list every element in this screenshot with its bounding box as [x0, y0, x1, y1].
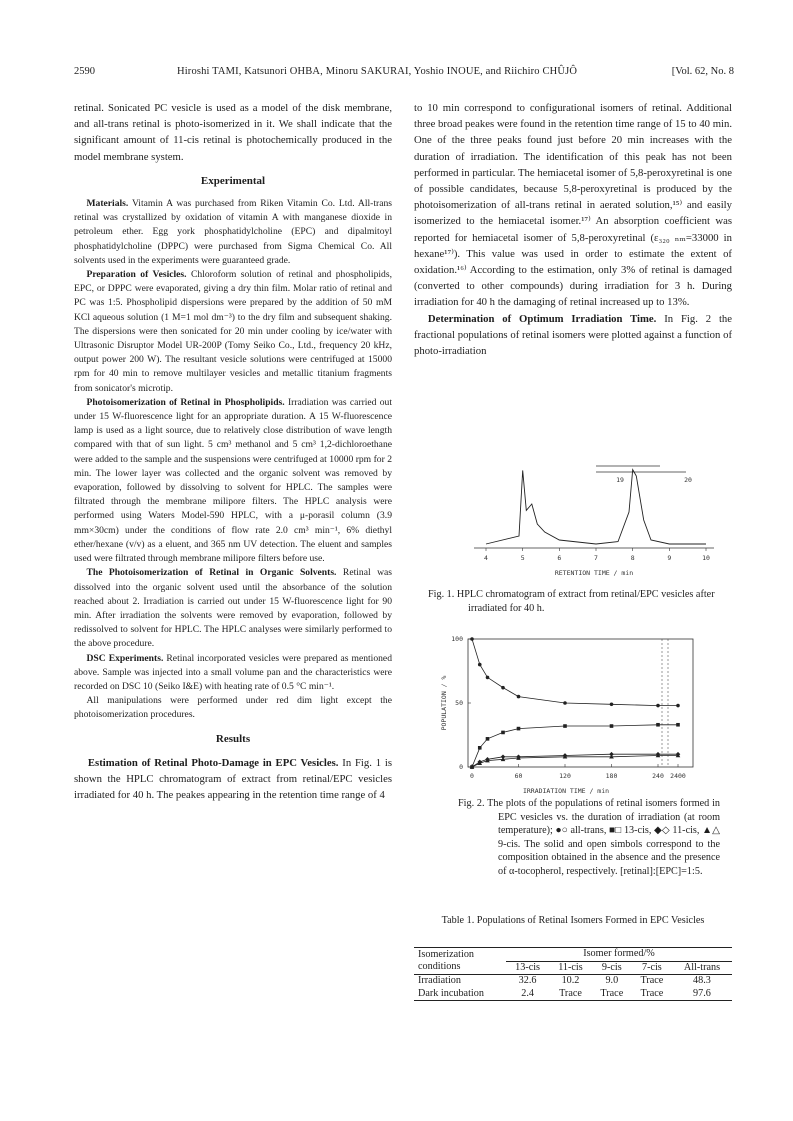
- right-column: [414, 100, 732, 440]
- lower-tick-label: 6: [557, 554, 562, 562]
- x-tick-label: 60: [514, 772, 523, 780]
- table-header-row: [414, 948, 732, 962]
- photo-damage-heading: Estimation of Retinal Photo-Damage in EPC Vesicles.: [87, 756, 339, 769]
- table-cell: Trace: [640, 975, 664, 986]
- series-line-all-trans: [472, 639, 678, 706]
- author-line: Hiroshi TAMI, Katsunori OHBA, Minoru SAKURAI, Yoshio INOUE, and Riichiro CHÛJÔ: [177, 66, 578, 77]
- photoisomerization-paragraph: [74, 396, 392, 566]
- chromatogram-trace: [486, 470, 706, 544]
- data-point-all-trans: [478, 663, 482, 667]
- fig2-x-axis-label: IRRADIATION TIME / min: [522, 787, 610, 795]
- photo-damage-text: In Fig. 1 is shown the HPLC chromatogram of extract from retinal/EPC vesicles irradiated for 40 h. The peakes appearing in the retention time range of 4: [74, 756, 392, 802]
- optimum-time-heading: Determination of Optimum Irradiation Time.: [427, 312, 657, 325]
- lower-tick-label: 10: [702, 554, 710, 562]
- y-tick-label: 0: [459, 763, 463, 771]
- table-cell: 97.6: [693, 987, 711, 999]
- manipulations-paragraph: All manipulations were performed under red dim light except the photoisomerization procedures.: [74, 695, 392, 721]
- materials-paragraph: [74, 197, 392, 268]
- table-cell: Trace: [559, 987, 582, 999]
- table-row-header: Isomerization conditions: [418, 948, 475, 972]
- data-point-all-trans: [517, 695, 521, 699]
- intro-paragraph: retinal. Sonicated PC vesicle is used as a model of the disk membrane, and all-trans retinal is photo-isomerized in it. We shall indicate that the significant amount of 11-cis retinal is photochemically produced in the model membrane system.: [74, 102, 392, 163]
- organic-solvents-heading: The Photoisomerization of Retinal in Organic Solvents.: [86, 567, 337, 579]
- x-ticks: [470, 764, 686, 780]
- y-tick-label: 100: [451, 635, 463, 643]
- table-cell: 48.3: [693, 975, 711, 986]
- figure-2-population-plot: [438, 633, 700, 797]
- data-point-13-cis: [656, 723, 660, 727]
- continuation-paragraph: to 10 min correspond to configurational isomers of retinal. Additional three broad peakes were found in the retention time range of 15 to 40 min. One of the three peaks found just before 20 min increases with the duration of irradiation. The identification of this peak has not been performed in particular. The hemiacetal isomer of 5,8-peroxyretinal is one of possible candidates, because 5,8-peroxyretinal is produced by the photoisomerization of all-trans retinal in aerated solution,¹⁵⁾ and easily isomerized to the hemiacetal isomer.¹⁷⁾ An absorption coefficient was reported for hemiacetal isomer of 5,8-peroxyretinal (ε₃₂₀ ₙₘ=33000 in hexane¹⁷⁾). This value was used in order to estimate the extent of oxidation.¹⁶⁾ According to the estimation, only 3% of retinal is damaged (converted to other compounds) during irradiation for 3 h. During irradiation for 40 h the damaging of retinal increased up to 13%.: [414, 102, 732, 309]
- dsc-paragraph: [74, 652, 392, 695]
- data-point-all-trans: [610, 702, 614, 706]
- fig2-y-axis-label: POPULATION / %: [440, 675, 448, 731]
- data-point-13-cis: [486, 737, 490, 741]
- table-cell: 10.2: [561, 975, 580, 986]
- table-row-label: Irradiation: [418, 975, 461, 986]
- dsc-text: Retinal incorporated vesicles were prepared as mentioned above. Sample was injected into a small volume pan and the characteristics were recorded on DSC 10 (Seiko I&E) with heating rate of 0.5 °C min⁻¹.: [74, 652, 392, 692]
- table-column-header: 11-cis: [558, 961, 583, 973]
- table-cell: 9.0: [605, 975, 619, 986]
- table-1: [414, 947, 732, 1001]
- x-tick-label: 120: [559, 772, 571, 780]
- upper-tick-label: 19: [616, 476, 624, 484]
- page-number: 2590: [74, 66, 95, 77]
- table-row: [414, 975, 732, 988]
- table-body: [414, 975, 732, 1001]
- data-point-all-trans: [486, 676, 490, 680]
- table-column-header: 7-cis: [641, 961, 662, 973]
- vesicles-text: Chloroform solution of retinal and phospholipids, EPC, or DPPC were evaporated, giving a dry thin film. Molar ratio of retinal and PC was 1:5. Phospholipid dispersions were prepared by the addition of 50 mM KCl aqueous solution (1 M=1 mol dm⁻³) to the dry film and subsequent shaking. The dispersions were then sonicated for 20 min under cooling by ice/water with Ultrasonic Disruptor Model UR-200P (Tomy Seiko Co., Ltd., frequency 20 kHz, output power 200 W). The resultant vesicle solutions were centrifuged at 15000 rpm for 40 min to remove multilayer vesicles and metallic titanium fragments from sonicator's microtip.: [74, 269, 392, 394]
- series-group: [470, 637, 681, 769]
- experimental-heading: Experimental: [200, 174, 266, 187]
- photo-damage-paragraph: [74, 755, 392, 804]
- photoisomerization-text: Irradiation was carried out under 15 W-fluorescence light for an appropriate duration. A 15 W-fluorescence lamp is used as a light source, due to relatively close distribution of wave length compared with that of sun light. 5 cm³ methanol and 5 cm³ 1,2-dichloroethane were added to the sample and the suspensions were centrifuged at 10000 rpm for 2 min. The lower layer was collected and the organic solvent was removed by evaporation, followed by dissolving to solvent for HPLC. The samples were filtrated through the membrane milipore filters. The HPLC analysis were performed using Waters Model-590 HPLC, with a μ-porasil column (3.9 mm×30cm) under the conditions of flow rate 2.0 cm³ min⁻¹, 6% diethyl ether/hexane (v/v) as a eluent, and 365 nm UV detection. The eluent and samples used were filtrated through membrane milipore filters before use.: [74, 396, 392, 565]
- data-point-13-cis: [501, 731, 505, 735]
- table-cell: 32.6: [518, 975, 537, 986]
- plot-frame: [468, 639, 693, 767]
- x-tick-label: 180: [605, 772, 618, 780]
- x-tick-label: 240: [652, 772, 664, 780]
- photoisomerization-heading: Photoisomerization of Retinal in Phospholipids.: [86, 396, 285, 408]
- table-row: [414, 988, 732, 1001]
- data-point-all-trans: [470, 637, 474, 641]
- data-point-13-cis: [676, 723, 680, 727]
- data-point-all-trans: [656, 704, 660, 708]
- left-column: [74, 100, 392, 1040]
- lower-ticks: [484, 548, 710, 562]
- upper-ticks: [616, 476, 692, 484]
- organic-solvents-text: Retinal was dissolved into the organic solvent used until the absorbance of the solution reached about 2. Irradiation is carried out under 15 W-fluorescence light for 90 min. After irradiation the solvents were removed by evaporation, followed by redissolved to solvent for HPLC. The HPLC analyses were similarly performed to the above procedure.: [74, 567, 392, 650]
- vesicles-heading: Preparation of Vesicles.: [86, 269, 187, 281]
- table-cell: Trace: [600, 987, 624, 999]
- data-point-13-cis: [478, 746, 482, 750]
- lower-tick-label: 5: [520, 554, 525, 562]
- table-column-header: 9-cis: [601, 961, 622, 973]
- x-tick-label: 2400: [670, 772, 686, 780]
- table-group-header: Isomer formed/%: [506, 948, 732, 962]
- upper-tick-label: 20: [684, 476, 692, 484]
- volume-label: [Vol. 62, No. 8: [671, 66, 734, 77]
- figure-2-caption: Fig. 2. The plots of the populations of retinal isomers formed in EPC vesicles vs. the duration of irradiation (at room temperature); ●○ all-trans, ■□ 13-cis, ◆◇ 11-cis, ▲△ 9-cis. The solid and open simbols correspond to the composition obtained in the absence and the presence of α-tocopherol, respectively. [retinal]:[EPC]=1:5.: [458, 798, 720, 877]
- vesicles-paragraph: [74, 268, 392, 396]
- running-head: [74, 66, 734, 82]
- table-column-header: All-trans: [683, 961, 721, 973]
- fig1-x-axis-label: RETENTION TIME / min: [554, 569, 634, 577]
- figure-1-caption: Fig. 1. HPLC chromatogram of extract from retinal/EPC vesicles after irradiated for 40 h.: [428, 589, 715, 614]
- optimum-time-text: In Fig. 2 the fractional populations of retinal isomers were plotted against a function of photo-irradiation: [414, 312, 732, 358]
- organic-solvents-paragraph: [74, 566, 392, 651]
- y-tick-label: 50: [455, 699, 463, 707]
- lower-tick-label: 9: [667, 554, 672, 562]
- figure-1-chromatogram: [474, 458, 724, 584]
- lower-tick-label: 4: [484, 554, 488, 562]
- data-point-13-cis: [517, 727, 521, 731]
- data-point-all-trans: [676, 704, 680, 708]
- optimum-time-paragraph: [414, 311, 732, 360]
- table-1-title: Table 1. Populations of Retinal Isomers Formed in EPC Vesicles: [441, 915, 705, 926]
- dsc-heading: DSC Experiments.: [86, 652, 164, 664]
- table-cell: Trace: [640, 987, 664, 999]
- lower-tick-label: 7: [594, 554, 598, 562]
- results-heading: Results: [215, 732, 251, 745]
- x-tick-label: 0: [470, 772, 474, 780]
- data-point-all-trans: [501, 686, 505, 690]
- materials-text: Vitamin A was purchased from Riken Vitamin Co. Ltd. All-trans retinal was crystallized by oxidation of vitamin A with manganese dioxide in petroleum ether. Egg york phosphatidylcholine (EPC) and dipalmitoyl phosphatidylcholine (DPPC) were purchased from Sigma Chemical Co. All solvents used in the experiments were guaranteed grade.: [74, 198, 392, 266]
- table-column-header: 13-cis: [515, 961, 541, 973]
- lower-tick-label: 8: [630, 554, 635, 562]
- data-point-13-cis: [610, 724, 614, 728]
- table-cell: 2.4: [521, 987, 534, 999]
- data-point-13-cis: [563, 724, 567, 728]
- data-point-all-trans: [563, 701, 567, 705]
- table-row-label: Dark incubation: [418, 987, 484, 999]
- experimental-body: [74, 197, 392, 723]
- materials-heading: Materials.: [86, 198, 129, 210]
